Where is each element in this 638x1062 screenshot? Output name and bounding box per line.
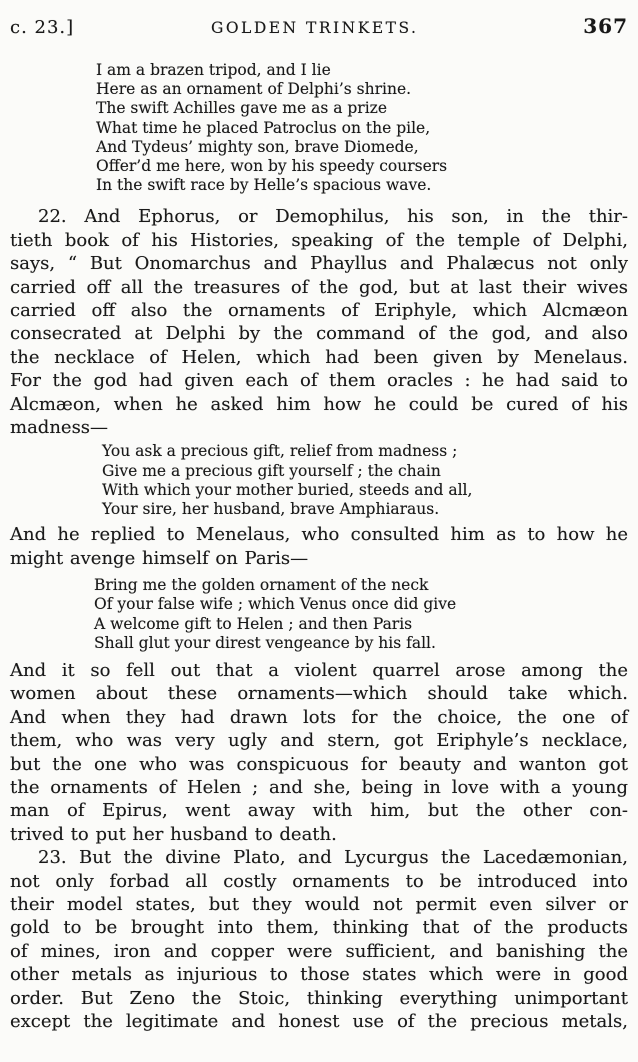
verse-line: Your sire, her husband, brave Amphiaraus.: [102, 500, 440, 519]
paragraph-line: consecrated at Delphi by the command of the god, and also: [10, 323, 628, 345]
verse-line: Shall glut your direst vengeance by his fall.: [94, 633, 436, 652]
verse-line: You ask a precious gift, relief from madness ;: [102, 442, 458, 461]
chapter-reference: c. 23.]: [10, 17, 75, 38]
paragraph-line: other metals as injurious to those states which were in good: [10, 964, 628, 986]
verse-block-oracle-alcmaeon: [102, 442, 628, 519]
verse-line: Here as an ornament of Delphi’s shrine.: [96, 80, 412, 99]
paragraph-line: tieth book of his Histories, speaking of the temple of Delphi,: [10, 229, 628, 251]
verse-line: And Tydeus’ mighty son, brave Diomede,: [96, 137, 419, 156]
running-title: GOLDEN TRINKETS.: [210, 19, 419, 37]
paragraph-reply: [10, 523, 628, 570]
paragraph-line: their model states, but they would not permit even silver or: [10, 893, 628, 915]
paragraph-23: [10, 846, 628, 1033]
paragraph-line: 22. And Ephorus, or Demophilus, his son, in the thir-: [38, 206, 628, 228]
verse-line: The swift Achilles gave me as a prize: [96, 99, 388, 118]
verse-line: A welcome gift to Helen ; and then Paris: [94, 614, 413, 633]
paragraph-line: order. But Zeno the Stoic, thinking everything unimportant: [10, 987, 628, 1009]
paragraph-line: them, who was very ugly and stern, got Eriphyle’s necklace,: [10, 730, 628, 752]
verse-line: What time he placed Patroclus on the pile,: [96, 118, 431, 137]
paragraph-line: might avenge himself on Paris—: [10, 547, 309, 569]
paragraph-line: 23. But the divine Plato, and Lycurgus the Lacedæmonian,: [38, 847, 628, 869]
paragraph-line: And it so fell out that a violent quarrel arose among the: [10, 659, 628, 681]
paragraph-line: not only forbad all costly ornaments to be introduced into: [10, 870, 628, 892]
paragraph-line: man of Epirus, went away with him, but the other con-: [10, 800, 628, 822]
paragraph-line: And when they had drawn lots for the choice, the one of: [10, 706, 628, 728]
verse-block-oracle-menelaus: [94, 576, 628, 653]
verse-line: I am a brazen tripod, and I lie: [96, 61, 331, 79]
verse-line: Give me a precious gift yourself ; the chain: [102, 461, 441, 480]
paragraph-line: but the one who was conspicuous for beauty and wanton got: [10, 753, 628, 775]
paragraph-line: madness—: [10, 417, 109, 439]
verse-line: Of your false wife ; which Venus once did give: [94, 595, 457, 614]
paragraph-quarrel: [10, 659, 628, 846]
verse-line: Bring me the golden ornament of the neck: [94, 576, 429, 595]
paragraph-line: carried off also the ornaments of Eriphyle, which Alcmæon: [10, 300, 628, 322]
paragraph-line: says, “ But Onomarchus and Phayllus and Phalæcus not only: [10, 253, 628, 275]
paragraph-line: Alcmæon, when he asked him how he could be cured of his: [10, 393, 628, 415]
verse-line: With which your mother buried, steeds and all,: [102, 480, 473, 499]
paragraph-line: trived to put her husband to death.: [10, 823, 337, 845]
paragraph-line: except the legitimate and honest use of the precious metals,: [10, 1011, 628, 1033]
paragraph-line: the ornaments of Helen ; and she, being in love with a young: [10, 776, 628, 798]
running-header: [10, 14, 628, 40]
paragraph-line: For the god had given each of them oracles : he had said to: [10, 370, 628, 392]
page-number: 367: [583, 14, 628, 38]
paragraph-line: And he replied to Menelaus, who consulted him as to how he: [10, 524, 628, 546]
paragraph-line: gold to be brought into them, thinking that of the products: [10, 917, 628, 939]
verse-block-tripod: [96, 61, 628, 195]
paragraph-line: carried off all the treasures of the god, but at last their wives: [10, 276, 628, 298]
paragraph-line: women about these ornaments—which should take which.: [10, 683, 628, 705]
paragraph-line: the necklace of Helen, which had been given by Menelaus.: [10, 346, 628, 368]
verse-line: In the swift race by Helle’s spacious wave.: [96, 176, 432, 195]
paragraph-22: [10, 205, 628, 439]
verse-line: Offer’d me here, won by his speedy coursers: [96, 157, 448, 176]
paragraph-line: of mines, iron and copper were sufficient, and banishing the: [10, 940, 628, 962]
